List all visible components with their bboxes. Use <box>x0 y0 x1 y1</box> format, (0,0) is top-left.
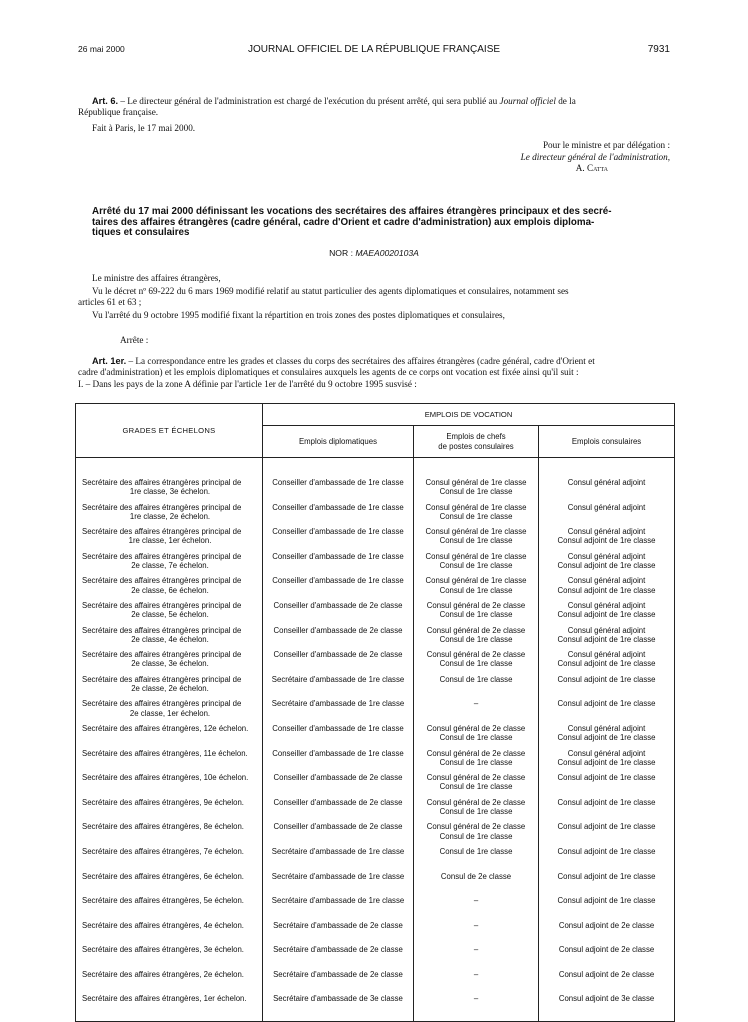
art1-line3: I. – Dans les pays de la zone A définie par l'article 1er de l'arrêté du 9 octobre 1995 susvisé : <box>78 379 417 389</box>
art6-line2: République française. <box>78 107 159 117</box>
table-row-cell <box>76 699 262 724</box>
table-row-cell <box>539 945 674 970</box>
cell-text: – <box>473 920 479 930</box>
art6-dash: – <box>118 96 128 106</box>
cell-text: Consul adjoint de 1re classe <box>557 634 656 644</box>
cell-text: 2e classe, 3e échelon. <box>131 659 209 669</box>
col-diplomatiques <box>263 458 414 1022</box>
table-row-cell <box>539 552 674 577</box>
cell-text: Consul de 1re classe <box>439 831 513 841</box>
table-row-cell <box>414 970 538 995</box>
cell-text: 2e classe, 5e échelon. <box>131 610 209 620</box>
table-row-cell <box>76 675 262 700</box>
cell-text: Consul général de 2e classe <box>426 600 526 610</box>
cell-text: Consul général de 1re classe <box>425 551 527 561</box>
cell-text: Consul général de 2e classe <box>426 723 526 733</box>
table-row-cell <box>263 576 413 601</box>
nor-label: NOR : <box>329 248 356 258</box>
cell-text: Secrétaire des affaires étrangères principal de <box>82 576 242 586</box>
cell-text: – <box>473 969 479 979</box>
table-row-cell <box>539 626 674 651</box>
table-row-cell <box>76 773 262 798</box>
table-row-cell <box>414 478 538 503</box>
art1-label: Art. 1er. <box>92 356 127 366</box>
cell-text: Consul adjoint de 1re classe <box>557 560 656 570</box>
cell-text: – <box>473 896 479 906</box>
cell-text: Consul adjoint de 1re classe <box>557 659 656 669</box>
table-row-cell <box>263 675 413 700</box>
cell-text: Secrétaire des affaires étrangères principal de <box>82 699 242 709</box>
cell-text: Consul adjoint de 3e classe <box>558 994 655 1004</box>
col-header-consulaires: Emplois consulaires <box>539 426 675 458</box>
table-row-cell <box>414 675 538 700</box>
table-row-cell <box>414 872 538 897</box>
cell-text: Conseiller d'ambassade de 1re classe <box>272 723 404 733</box>
header-journal-title: JOURNAL OFFICIEL DE LA RÉPUBLIQUE FRANÇAISE <box>247 44 501 55</box>
art6-journal: Journal officiel <box>499 96 556 106</box>
cell-text: Secrétaire des affaires étrangères, 2e échelon. <box>82 969 244 979</box>
cell-text: Secrétaire des affaires étrangères, 7e échelon. <box>82 846 244 856</box>
table-row-cell <box>263 626 413 651</box>
cell-text: Secrétaire des affaires étrangères principal de <box>82 600 242 610</box>
cell-text: Consul de 1re classe <box>439 806 513 816</box>
table-row-cell <box>263 773 413 798</box>
cell-text: Consul de 1re classe <box>439 757 513 767</box>
table-row-cell <box>539 527 674 552</box>
table-row-cell <box>76 822 262 847</box>
table-row-cell <box>263 847 413 872</box>
table-row-cell <box>76 576 262 601</box>
cell-text: Conseiller d'ambassade de 1re classe <box>272 478 404 487</box>
table-row-cell <box>76 749 262 774</box>
body-p2b: articles 61 et 63 ; <box>78 297 142 307</box>
table-row-cell <box>414 798 538 823</box>
col-header-diplomatiques: Emplois diplomatiques <box>263 426 414 458</box>
table-row-cell <box>414 847 538 872</box>
table-row-cell <box>414 601 538 626</box>
col-consulaires <box>539 458 675 1022</box>
running-header <box>78 44 670 58</box>
table-row-cell <box>414 896 538 921</box>
table-row-cell <box>263 872 413 897</box>
table-row-cell <box>263 552 413 577</box>
cell-text: Consul adjoint de 1re classe <box>557 757 656 767</box>
cell-text: Secrétaire des affaires étrangères principal de <box>82 625 242 635</box>
cell-text: Consul de 1re classe <box>439 733 513 743</box>
cell-text: Consul général de 2e classe <box>426 797 526 807</box>
cell-text: Secrétaire des affaires étrangères principal de <box>82 650 242 660</box>
table-row-cell <box>76 945 262 970</box>
title-line1: Arrêté du 17 mai 2000 définissant les vocations des secrétaires des affaires étrangères principaux et des secré- <box>92 206 612 217</box>
table-row-cell <box>539 847 674 872</box>
cell-text: Secrétaire des affaires étrangères principal de <box>82 527 242 537</box>
cell-text: Consul général adjoint <box>567 748 646 758</box>
title-line3: tiques et consulaires <box>92 227 190 238</box>
cell-text: Conseiller d'ambassade de 1re classe <box>272 576 404 586</box>
cell-text: Consul adjoint de 2e classe <box>558 920 655 930</box>
arrete: Arrête : <box>120 335 149 345</box>
table-row-cell <box>539 650 674 675</box>
cell-text: Secrétaire d'ambassade de 2e classe <box>273 920 403 930</box>
cell-text: 2e classe, 6e échelon. <box>131 585 209 595</box>
nor-code: MAEA0020103A <box>355 248 419 258</box>
table-row-cell <box>263 699 413 724</box>
cell-text: Consul général de 2e classe <box>426 822 526 832</box>
table-row-cell <box>76 650 262 675</box>
cell-text: 1re classe, 1er échelon. <box>128 536 212 546</box>
table-row-cell <box>539 773 674 798</box>
cell-text: Secrétaire d'ambassade de 1re classe <box>271 699 405 709</box>
body-p1: Le ministre des affaires étrangères, <box>92 273 221 283</box>
cell-text: Consul adjoint de 1re classe <box>557 674 656 684</box>
table-row-cell <box>263 798 413 823</box>
body-p3: Vu l'arrêté du 9 octobre 1995 modifié fixant la répartition en trois zones des postes diplomatiques et consulaires, <box>92 310 505 320</box>
cell-text: Secrétaire des affaires étrangères, 4e échelon. <box>82 920 244 930</box>
table-row-cell <box>414 749 538 774</box>
nor-reference <box>0 248 748 258</box>
art6-label: Art. 6. <box>92 96 119 106</box>
cell-text: Secrétaire des affaires étrangères principal de <box>82 502 242 512</box>
table-row-cell <box>414 503 538 528</box>
cell-text: Consul adjoint de 1re classe <box>557 822 656 832</box>
table-row-cell <box>539 822 674 847</box>
col-chefs <box>414 458 539 1022</box>
table-row-cell <box>539 970 674 995</box>
cell-text: Secrétaire d'ambassade de 1re classe <box>271 896 405 906</box>
table-body <box>76 458 675 1022</box>
table-row-cell <box>263 503 413 528</box>
cell-text: Consul adjoint de 1re classe <box>557 896 656 906</box>
cell-text: 1re classe, 3e échelon. <box>129 487 211 497</box>
cell-text: Secrétaire des affaires étrangères principal de <box>82 478 242 487</box>
table-row-cell <box>263 527 413 552</box>
cell-text: Secrétaire d'ambassade de 2e classe <box>273 969 403 979</box>
table-row-cell <box>414 822 538 847</box>
title-line2: taires des affaires étrangères (cadre général, cadre d'Orient et cadre d'administration) aux emplois diploma- <box>92 216 595 228</box>
cell-text: Secrétaire d'ambassade de 3e classe <box>273 994 403 1004</box>
cell-text: Conseiller d'ambassade de 2e classe <box>273 625 403 635</box>
cell-text: Secrétaire des affaires étrangères, 3e échelon. <box>82 945 244 955</box>
cell-text: Secrétaire d'ambassade de 1re classe <box>271 674 405 684</box>
table-row-cell <box>263 749 413 774</box>
table-row-cell <box>414 945 538 970</box>
cell-text: Consul général de 2e classe <box>426 748 526 758</box>
col-header-emplois: EMPLOIS DE VOCATION <box>263 404 675 426</box>
decree-title <box>92 207 672 239</box>
table-row-cell <box>76 994 262 1019</box>
cell-text: 2e classe, 2e échelon. <box>131 683 209 693</box>
cell-text: Consul adjoint de 1re classe <box>557 536 656 546</box>
table-row-cell <box>414 576 538 601</box>
cell-text: Consul général de 2e classe <box>426 650 526 660</box>
cell-text: Consul adjoint de 1re classe <box>557 846 656 856</box>
cell-text: Secrétaire des affaires étrangères, 10e échelon. <box>82 773 249 783</box>
cell-text: Consul général de 2e classe <box>426 625 526 635</box>
table-row-cell <box>263 601 413 626</box>
cell-text: Consul général de 1re classe <box>425 527 527 537</box>
signature-name: A. Catta <box>575 163 608 173</box>
table-row-cell <box>76 601 262 626</box>
table-row-cell <box>414 626 538 651</box>
art6-text: Le directeur général de l'administration est chargé de l'exécution du présent arrêté, qui sera publié au <box>127 96 500 106</box>
table-row-cell <box>76 552 262 577</box>
art6-text-end: de la <box>555 96 576 106</box>
table-row-cell <box>263 994 413 1019</box>
cell-text: Secrétaire des affaires étrangères, 8e échelon. <box>82 822 244 832</box>
cell-text: Secrétaire d'ambassade de 1re classe <box>271 846 405 856</box>
cell-text: Conseiller d'ambassade de 2e classe <box>273 650 403 660</box>
table-row-cell <box>414 527 538 552</box>
header-page-number: 7931 <box>647 44 670 55</box>
cell-text: Consul adjoint de 2e classe <box>558 969 655 979</box>
cell-text: Consul adjoint de 1re classe <box>557 733 656 743</box>
cell-text: Secrétaire des affaires étrangères, 12e échelon. <box>82 723 249 733</box>
body-p2a: Vu le décret nº 69-222 du 6 mars 1969 modifié relatif au statut particulier des agents diplomatiques et consulaires, notamment ses <box>92 286 569 296</box>
cell-text: Conseiller d'ambassade de 1re classe <box>272 551 404 561</box>
table-row-cell <box>414 773 538 798</box>
table-row-cell <box>76 921 262 946</box>
table-row-cell <box>76 896 262 921</box>
cell-text: Conseiller d'ambassade de 1re classe <box>272 748 404 758</box>
table-row-cell <box>539 872 674 897</box>
table-row-cell <box>263 945 413 970</box>
art1-line2: cadre d'administration) et les emplois diplomatiques et consulaires auxquels les agents de ce corps ont vocation est fixée ainsi qu'il suit : <box>78 367 579 377</box>
table-row-cell <box>539 994 674 1019</box>
cell-text: Consul général adjoint <box>567 527 646 537</box>
vocation-table <box>75 403 675 1022</box>
cell-text: Consul adjoint de 1re classe <box>557 585 656 595</box>
fait-a-paris: Fait à Paris, le 17 mai 2000. <box>92 123 196 133</box>
table-row-cell <box>263 650 413 675</box>
art1-text-a: – La correspondance entre les grades et classes du corps des secrétaires des affaires étrangères (cadre général, cadre d'Orient et <box>126 356 595 366</box>
cell-text: Consul de 1re classe <box>439 585 513 595</box>
cell-text: Consul général de 1re classe <box>425 576 527 586</box>
table-row-cell <box>414 994 538 1019</box>
table-row-cell <box>76 503 262 528</box>
article-6 <box>92 96 672 107</box>
cell-text: Consul général de 1re classe <box>425 478 527 487</box>
table-row-cell <box>539 798 674 823</box>
cell-text: Secrétaire des affaires étrangères principal de <box>82 551 242 561</box>
table-row-cell <box>414 650 538 675</box>
table-row-cell <box>539 503 674 528</box>
cell-text: Consul de 1re classe <box>439 560 513 570</box>
table-header-row-1 <box>76 404 675 426</box>
table-row-cell <box>539 699 674 724</box>
cell-text: 2e classe, 7e échelon. <box>131 560 209 570</box>
cell-text: Consul général adjoint <box>567 478 646 487</box>
cell-text: Consul général adjoint <box>567 600 646 610</box>
cell-text: Consul adjoint de 1re classe <box>557 797 656 807</box>
table-row-cell <box>76 478 262 503</box>
table-row-cell <box>263 724 413 749</box>
table-row-cell <box>539 478 674 503</box>
table-row-cell <box>539 675 674 700</box>
cell-text: 2e classe, 1er échelon. <box>129 708 211 718</box>
cell-text: Secrétaire des affaires étrangères, 5e échelon. <box>82 896 244 906</box>
cell-text: Conseiller d'ambassade de 2e classe <box>273 822 403 832</box>
col-grades <box>76 458 263 1022</box>
cell-text: Consul général adjoint <box>567 502 646 512</box>
col-header-grades: GRADES ET ÉCHELONS <box>76 404 263 458</box>
cell-text: Secrétaire des affaires étrangères, 6e échelon. <box>82 871 244 881</box>
cell-text: Secrétaire des affaires étrangères, 1er échelon. <box>82 994 247 1004</box>
cell-text: Consul général adjoint <box>567 650 646 660</box>
table-row-cell <box>263 896 413 921</box>
cell-text: Consul de 1re classe <box>439 536 513 546</box>
cell-text: 2e classe, 4e échelon. <box>131 634 209 644</box>
table-row-cell <box>414 921 538 946</box>
cell-text: Consul général adjoint <box>567 723 646 733</box>
art1-line1 <box>92 356 674 367</box>
table-row-cell <box>414 699 538 724</box>
table-row-cell <box>414 552 538 577</box>
table-row-cell <box>539 576 674 601</box>
cell-text: 1re classe, 2e échelon. <box>129 511 211 521</box>
cell-text: Consul de 1re classe <box>439 511 513 521</box>
cell-text: Consul de 1re classe <box>439 610 513 620</box>
cell-text: Consul général de 1re classe <box>425 502 527 512</box>
cell-text: Secrétaire des affaires étrangères, 11e échelon. <box>82 748 248 758</box>
cell-text: Conseiller d'ambassade de 1re classe <box>272 527 404 537</box>
cell-text: Consul adjoint de 1re classe <box>557 773 656 783</box>
col-header-chefs-line1: Emplois de chefs <box>446 432 506 442</box>
cell-text: Consul de 1re classe <box>439 846 513 856</box>
cell-text: Conseiller d'ambassade de 1re classe <box>272 502 404 512</box>
cell-text: Consul de 1re classe <box>439 634 513 644</box>
cell-text: – <box>473 699 479 709</box>
cell-text: Secrétaire d'ambassade de 2e classe <box>273 945 403 955</box>
table-row-cell <box>76 970 262 995</box>
cell-text: Consul de 1re classe <box>439 659 513 669</box>
cell-text: – <box>473 994 479 1004</box>
table-row-cell <box>539 749 674 774</box>
cell-text: Conseiller d'ambassade de 2e classe <box>273 600 403 610</box>
signature-line1: Pour le ministre et par délégation : <box>542 140 670 150</box>
table-row-cell <box>76 626 262 651</box>
table-row-cell <box>263 921 413 946</box>
table-row-cell <box>76 798 262 823</box>
cell-text: Consul adjoint de 1re classe <box>557 699 656 709</box>
table-row-cell <box>76 872 262 897</box>
cell-text: Consul adjoint de 1re classe <box>557 610 656 620</box>
cell-text: – <box>473 945 479 955</box>
table-row-cell <box>539 921 674 946</box>
cell-text: Consul de 1re classe <box>439 782 513 792</box>
cell-text: Conseiller d'ambassade de 2e classe <box>273 773 403 783</box>
cell-text: Consul général adjoint <box>567 576 646 586</box>
cell-text: Secrétaire des affaires étrangères principal de <box>82 674 242 684</box>
cell-text: Conseiller d'ambassade de 2e classe <box>273 797 403 807</box>
table-row-cell <box>539 724 674 749</box>
col-header-chefs <box>414 426 539 458</box>
cell-text: Secrétaire des affaires étrangères, 9e échelon. <box>82 797 244 807</box>
table-row-cell <box>76 847 262 872</box>
cell-text: Consul de 1re classe <box>439 674 513 684</box>
cell-text: Consul de 1re classe <box>439 487 513 497</box>
table-row-cell <box>263 970 413 995</box>
cell-text: Secrétaire d'ambassade de 1re classe <box>271 871 405 881</box>
cell-text: Consul de 2e classe <box>440 871 512 881</box>
table-row-cell <box>263 822 413 847</box>
table-row-cell <box>76 724 262 749</box>
cell-text: Consul général de 2e classe <box>426 773 526 783</box>
table-row-cell <box>76 527 262 552</box>
cell-text: Consul adjoint de 1re classe <box>557 871 656 881</box>
cell-text: Consul général adjoint <box>567 551 646 561</box>
cell-text: Consul général adjoint <box>567 625 646 635</box>
table-row-cell <box>414 724 538 749</box>
table-row-cell <box>539 601 674 626</box>
signature-line2: Le directeur général de l'administration, <box>520 152 670 162</box>
table-row-cell <box>263 478 413 503</box>
table-row-cell <box>539 896 674 921</box>
cell-text: Consul adjoint de 2e classe <box>558 945 655 955</box>
header-date: 26 mai 2000 <box>78 44 125 54</box>
col-header-chefs-line2: de postes consulaires <box>438 441 514 451</box>
